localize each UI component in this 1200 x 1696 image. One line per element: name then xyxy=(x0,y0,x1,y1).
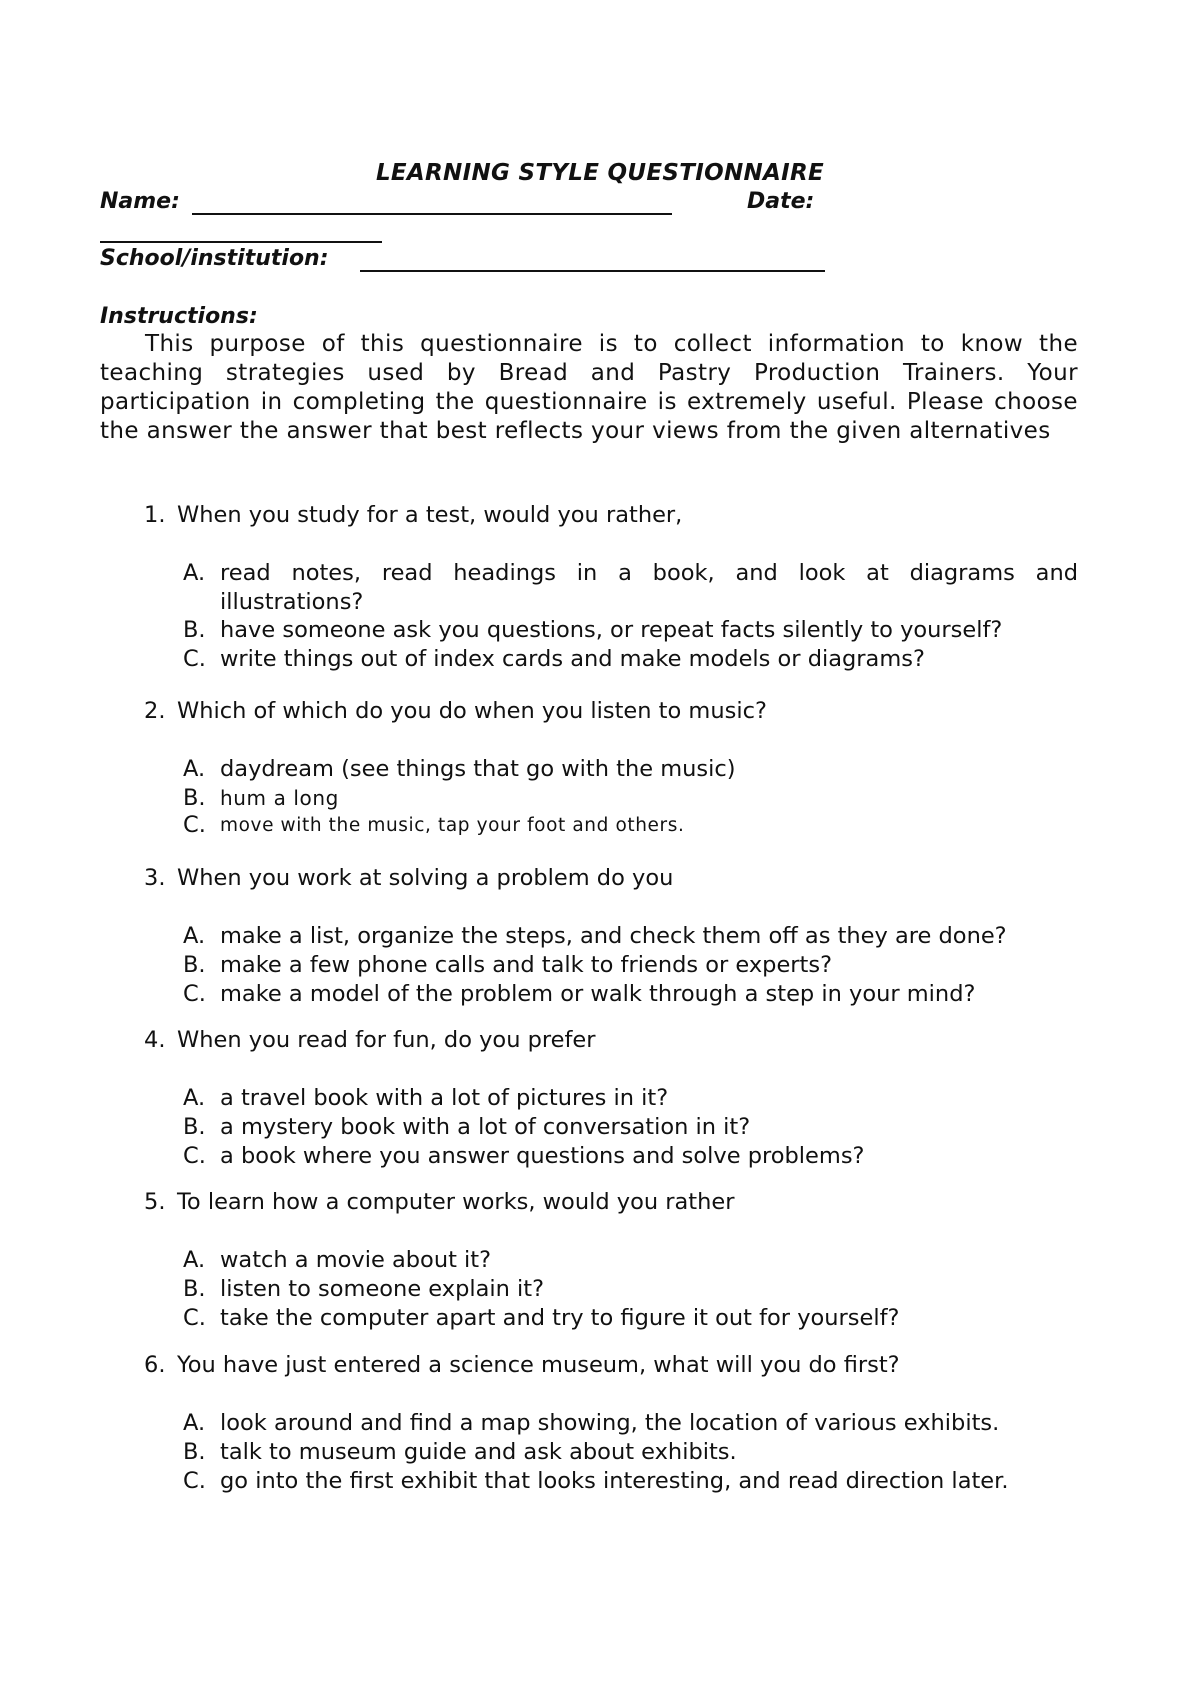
option-text: take the computer apart and try to figure it out for yourself? xyxy=(220,1305,900,1331)
question-text: When you read for fun, do you prefer xyxy=(177,1027,596,1053)
option-text: make a list, organize the steps, and check them off as they are done? xyxy=(220,923,1007,949)
option-text: talk to museum guide and ask about exhibits. xyxy=(220,1439,737,1465)
option-letter: B. xyxy=(183,617,206,643)
option-letter: A. xyxy=(183,756,206,782)
option-text: move with the music, tap your foot and others. xyxy=(220,815,685,836)
question-4-option-c[interactable] xyxy=(183,1142,1078,1171)
question-3-option-c[interactable] xyxy=(183,980,1078,1009)
question-5-option-a[interactable] xyxy=(183,1246,1078,1275)
option-letter: A. xyxy=(183,560,206,586)
instructions-heading: Instructions: xyxy=(100,304,258,329)
school-line[interactable] xyxy=(360,270,825,272)
question-5-option-c[interactable] xyxy=(183,1304,1078,1333)
question-2-option-c[interactable] xyxy=(183,811,1078,840)
option-letter: C. xyxy=(183,646,206,672)
question-4-option-a[interactable] xyxy=(183,1084,1078,1113)
option-text: a mystery book with a lot of conversation in it? xyxy=(220,1114,751,1140)
option-letter: B. xyxy=(183,1276,206,1302)
question-1 xyxy=(144,502,682,528)
option-letter: C. xyxy=(183,981,206,1007)
question-number: 1. xyxy=(144,502,166,528)
question-text: When you work at solving a problem do you xyxy=(177,865,674,891)
question-5-option-b[interactable] xyxy=(183,1275,1078,1304)
page-title: LEARNING STYLE QUESTIONNAIRE xyxy=(375,160,825,186)
option-text: have someone ask you questions, or repeat facts silently to yourself? xyxy=(220,617,1003,643)
option-letter: B. xyxy=(183,785,206,811)
option-text: look around and find a map showing, the location of various exhibits. xyxy=(220,1410,1000,1436)
option-letter: A. xyxy=(183,1247,206,1273)
option-text: go into the first exhibit that looks interesting, and read direction later. xyxy=(220,1468,1009,1494)
question-3-option-b[interactable] xyxy=(183,951,1078,980)
question-4 xyxy=(144,1027,596,1053)
question-6 xyxy=(144,1352,900,1378)
question-text: Which of which do you do when you listen to music? xyxy=(177,698,767,724)
question-6-option-c[interactable] xyxy=(183,1467,1078,1496)
question-6-option-b[interactable] xyxy=(183,1438,1078,1467)
question-number: 2. xyxy=(144,698,166,724)
question-6-option-a[interactable] xyxy=(183,1409,1078,1438)
option-text: make a few phone calls and talk to friends or experts? xyxy=(220,952,833,978)
question-2-option-a[interactable] xyxy=(183,755,1078,784)
option-text: read notes, read headings in a book, and look at diagrams and illustrations? xyxy=(220,560,1078,615)
question-3 xyxy=(144,865,673,891)
option-text: daydream (see things that go with the music) xyxy=(220,756,736,782)
option-text: a book where you answer questions and solve problems? xyxy=(220,1143,865,1169)
question-text: You have just entered a science museum, what will you do first? xyxy=(177,1352,900,1378)
option-letter: B. xyxy=(183,1439,206,1465)
option-letter: C. xyxy=(183,812,206,838)
question-number: 4. xyxy=(144,1027,166,1053)
option-letter: A. xyxy=(183,1410,206,1436)
option-text: write things out of index cards and make models or diagrams? xyxy=(220,646,925,672)
question-3-option-a[interactable] xyxy=(183,922,1078,951)
question-1-option-c[interactable] xyxy=(183,645,1078,674)
option-text: make a model of the problem or walk through a step in your mind? xyxy=(220,981,976,1007)
question-2-option-b[interactable] xyxy=(183,784,1078,813)
question-4-option-b[interactable] xyxy=(183,1113,1078,1142)
question-5 xyxy=(144,1189,734,1215)
option-letter: B. xyxy=(183,952,206,978)
option-letter: A. xyxy=(183,1085,206,1111)
option-letter: C. xyxy=(183,1468,206,1494)
option-letter: A. xyxy=(183,923,206,949)
date-label: Date: xyxy=(747,189,815,214)
option-text: a travel book with a lot of pictures in it? xyxy=(220,1085,669,1111)
option-letter: B. xyxy=(183,1114,206,1140)
option-text: hum a long xyxy=(220,786,339,810)
question-text: When you study for a test, would you rather, xyxy=(177,502,683,528)
school-label: School/institution: xyxy=(100,246,329,271)
date-line[interactable] xyxy=(100,241,382,243)
question-number: 6. xyxy=(144,1352,166,1378)
question-text: To learn how a computer works, would you rather xyxy=(177,1189,735,1215)
option-letter: C. xyxy=(183,1305,206,1331)
question-2 xyxy=(144,698,767,724)
instructions-text: This purpose of this questionnaire is to collect information to know the teaching strategies used by Bread and Pastry Production Trainers. Your participation in completing the questionnaire is extremely useful. Please choose the answer the answer that best reflects your views from the given alternatives xyxy=(100,331,1078,444)
option-text: listen to someone explain it? xyxy=(220,1276,545,1302)
option-text: watch a movie about it? xyxy=(220,1247,492,1273)
question-1-option-a[interactable] xyxy=(183,559,1078,617)
question-number: 5. xyxy=(144,1189,166,1215)
option-letter: C. xyxy=(183,1143,206,1169)
name-label: Name: xyxy=(100,189,180,214)
question-number: 3. xyxy=(144,865,166,891)
question-1-option-b[interactable] xyxy=(183,616,1078,645)
name-line[interactable] xyxy=(192,213,672,215)
